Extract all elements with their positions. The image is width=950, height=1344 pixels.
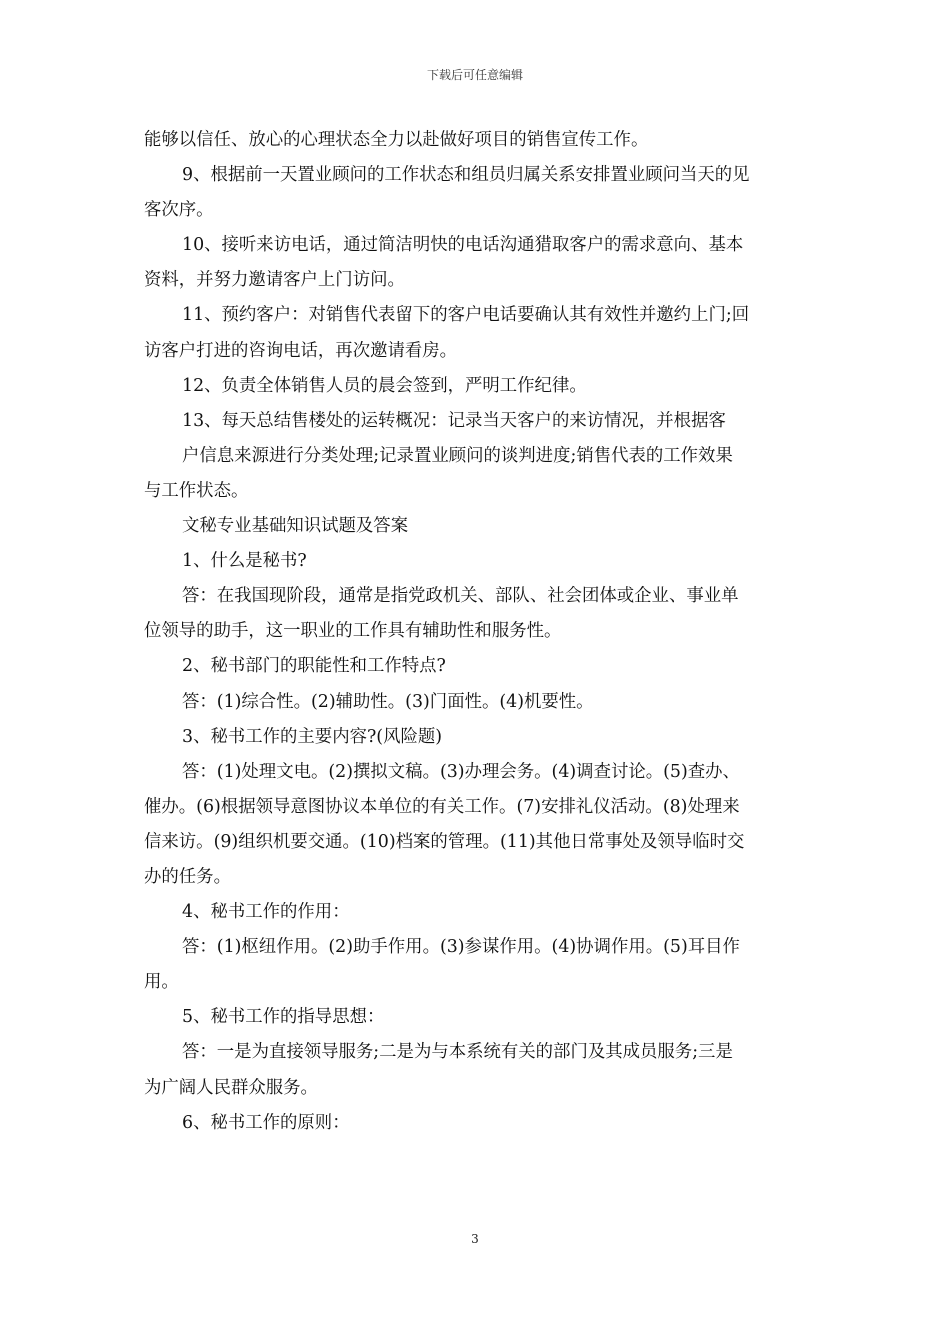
text-line: 与工作状态。 bbox=[144, 480, 249, 501]
text-line: 9、根据前一天置业顾问的工作状态和组员归属关系安排置业顾问当天的见 bbox=[182, 165, 750, 186]
text-line: 位领导的助手，这一职业的工作具有辅助性和服务性。 bbox=[144, 621, 562, 642]
text-line: 办的任务。 bbox=[144, 866, 231, 887]
text-line: 11、预约客户：对销售代表留下的客户电话要确认其有效性并邀约上门;回 bbox=[182, 305, 750, 326]
text-line: 访客户打进的咨询电话，再次邀请看房。 bbox=[144, 340, 458, 361]
text-line: 为广阔人民群众服务。 bbox=[144, 1077, 318, 1098]
text-line: 信来访。(9)组织机要交通。(10)档案的管理。(11)其他日常事处及领导临时交 bbox=[144, 831, 745, 852]
text-line: 资料，并努力邀请客户上门访问。 bbox=[144, 270, 405, 291]
text-line: 13、每天总结售楼处的运转概况：记录当天客户的来访情况，并根据客 bbox=[182, 410, 726, 431]
document-body bbox=[144, 123, 812, 1141]
text-line: 答：一是为直接领导服务;二是为与本系统有关的部门及其成员服务;三是 bbox=[182, 1042, 733, 1063]
text-line: 6、秘书工作的原则： bbox=[182, 1112, 350, 1133]
text-line: 能够以信任、放心的心理状态全力以赴做好项目的销售宣传工作。 bbox=[144, 130, 649, 150]
text-line: 催办。(6)根据领导意图协议本单位的有关工作。(7)安排礼仪活动。(8)处理来 bbox=[144, 796, 740, 817]
text-line: 5、秘书工作的指导思想： bbox=[182, 1007, 385, 1028]
text-line: 3、秘书工作的主要内容?(风险题) bbox=[182, 726, 443, 747]
text-line: 12、负责全体销售人员的晨会签到，严明工作纪律。 bbox=[182, 375, 587, 396]
text-line: 用。 bbox=[144, 972, 179, 993]
text-line: 答：(1)枢纽作用。(2)助手作用。(3)参谋作用。(4)协调作用。(5)耳目作 bbox=[182, 937, 740, 958]
text-line: 答：(1)综合性。(2)辅助性。(3)门面性。(4)机要性。 bbox=[182, 691, 594, 712]
text-line: 1、什么是秘书? bbox=[182, 551, 307, 572]
text-line: 户信息来源进行分类处理;记录置业顾问的谈判进度;销售代表的工作效果 bbox=[182, 445, 733, 466]
header-note: 下载后可任意编辑 bbox=[426, 68, 523, 82]
text-line: 10、接听来访电话，通过简洁明快的电话沟通猎取客户的需求意向、基本 bbox=[182, 235, 744, 256]
text-line: 文秘专业基础知识试题及答案 bbox=[182, 516, 409, 537]
text-line: 答：在我国现阶段，通常是指党政机关、部队、社会团体或企业、事业单 bbox=[182, 586, 739, 607]
text-line: 4、秘书工作的作用： bbox=[182, 902, 350, 923]
text-line: 2、秘书部门的职能性和工作特点? bbox=[182, 656, 446, 677]
page-number: 3 bbox=[471, 1232, 479, 1246]
text-line: 答：(1)处理文电。(2)撰拟文稿。(3)办理会务。(4)调查讨论。(5)查办、 bbox=[182, 761, 740, 782]
text-line: 客次序。 bbox=[144, 200, 214, 221]
